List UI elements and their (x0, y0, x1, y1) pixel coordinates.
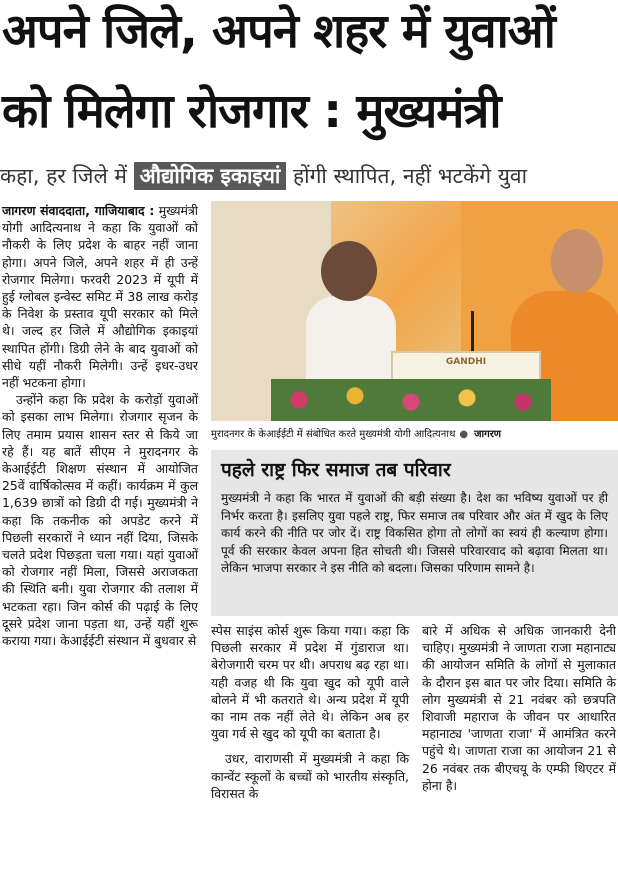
sidebar-box (211, 450, 618, 616)
article-column-2 (211, 622, 409, 872)
subheadline-before: कहा, हर जिले में (0, 164, 134, 188)
headline-line-2: को मिलेगा रोजगार : मुख्यमंत्री (2, 84, 501, 139)
article-column-1 (2, 202, 198, 870)
photo-speaker-head (551, 229, 603, 293)
photo-caption (211, 424, 618, 446)
news-photo (211, 201, 618, 421)
article-paragraph: स्पेस साइंस कोर्स शुरू किया गया। कहा कि पिछली सरकार में प्रदेश में गुंडाराज था। बेरोजगारी चरम पर थी। अपराध बढ़ रहा था। यही वजह थी कि युवा खुद को यूपी वाले बोलने में भी कतराते थे। अन्य प्रदेश में यूपी का नाम तक नहीं लेते थे। लेकिन अब हर युवा गर्व से खुद को यूपी का बताता है। (211, 623, 409, 742)
bullet-icon: ● (459, 429, 469, 440)
article-paragraph: उधर, वाराणसी में मुख्यमंत्री ने कहा कि कान्वेंट स्कूलों के बच्चों को भारतीय संस्कृति, विरासत के (211, 751, 409, 801)
article-column-3 (422, 622, 616, 872)
dateline: जागरण संवाददाता, गाजियाबाद : (2, 203, 155, 218)
subheadline-after: होंगी स्थापित, नहीं भटकेंगे युवा (286, 164, 528, 188)
headline-line-1: अपने जिले, अपने शहर में युवाओं (2, 4, 555, 59)
photo-source: जागरण (474, 429, 502, 440)
subheadline-highlight: औद्योगिक इकाइयां (134, 162, 287, 190)
article-paragraph: बारे में अधिक से अधिक जानकारी देनी चाहिए। मुख्यमंत्री ने जाणता राजा महानाट्य की आयोजन समिति के लोगों से मुलाकात के दौरान इस बात पर जोर दिया। समिति के लोग मुख्यमंत्री से 21 नवंबर को छत्रपति शिवाजी महाराज के जीवन पर आधारित महानाट्य 'जाणता राजा' में आमंत्रित करने पहुंचे थे। जाणता राजा का आयोजन 21 से 26 नवंबर तक बीएचयू के एम्फी थिएटर में होना है। (422, 623, 616, 793)
photo-person-background-head (321, 241, 377, 301)
microphone (471, 311, 474, 356)
box-text: मुख्यमंत्री ने कहा कि भारत में युवाओं की बड़ी संख्या है। देश का भविष्य युवाओं पर ही निर्भर करता है। इसलिए युवा पहले राष्ट्र, फिर समाज तब परिवार और अंत में खुद के लिए कार्य करने की नीति पर जोर दें। राष्ट्र विकसित होगा तो लोगों का स्वयं ही कल्याण होगा। पूर्व की सरकार केवल अपना हित सोचती थी। जिससे परिवारवाद को बढ़ावा मिलता था। लेकिन भाजपा सरकार ने इस नीति को बदला। जिसका परिणाम सामने है। (221, 491, 608, 576)
subheadline (0, 156, 618, 196)
article-paragraph (2, 202, 198, 391)
caption-text: मुरादनगर के केआईईटी में संबोधित करते मुख्यमंत्री योगी आदित्यनाथ (211, 429, 456, 440)
podium-banner-text: GANDHI (445, 357, 487, 367)
article-paragraph: उन्होंने कहा कि प्रदेश के करोड़ों युवाओं को इसका लाभ मिलेगा। रोजगार सृजन के लिए तमाम प्रयास शासन स्तर से किये जा रहे हैं। यह बातें सीएम ने मुरादनगर के केआईईटी शिक्षण संस्थान में आयोजित 25वें वार्षिकोत्सव में कहीं। कार्यक्रम में कुल 1,639 छात्रों को डिग्री दी गई। मुख्यमंत्री ने कहा कि तकनीक को अपडेट करने में पिछली सरकारों ने ध्यान नहीं दिया, जिसके चलते प्रदेश पिछड़ता चला गया। यहां युवाओं को रोजगार नहीं मिला, जिससे अराजकता की स्थिति बनी। युवा रोजगार की तलाश में भटकता रहा। जिन कोर्स की पढ़ाई के लिए दूसरे प्रदेश जाना पड़ता था, उन्हें यहीं शुरू कराया गया। केआईईटी संस्थान में बुधवार से (2, 392, 198, 649)
box-title: पहले राष्ट्र फिर समाज तब परिवार (221, 459, 451, 481)
flower-decoration (271, 379, 551, 421)
article-text: मुख्यमंत्री योगी आदित्यनाथ ने कहा कि युवाओं को नौकरी के लिए प्रदेश के बाहर नहीं जाना होगा। अपने जिले, अपने शहर में ही उन्हें रोजगार मिलेगा। फरवरी 2023 में यूपी में हुई ग्लोबल इन्वेस्ट समिट में 38 लाख करोड़ के निवेश के प्रस्ताव यूपी सरकार को मिले थे। जल्द हर जिले में औद्योगिक इकाइयां स्थापित होंगी। डिग्री लेने के बाद युवाओं को सीधे यहीं नौकरी मिलेगी। उन्हें इधर-उधर नहीं भटकना होगा। (2, 203, 198, 391)
